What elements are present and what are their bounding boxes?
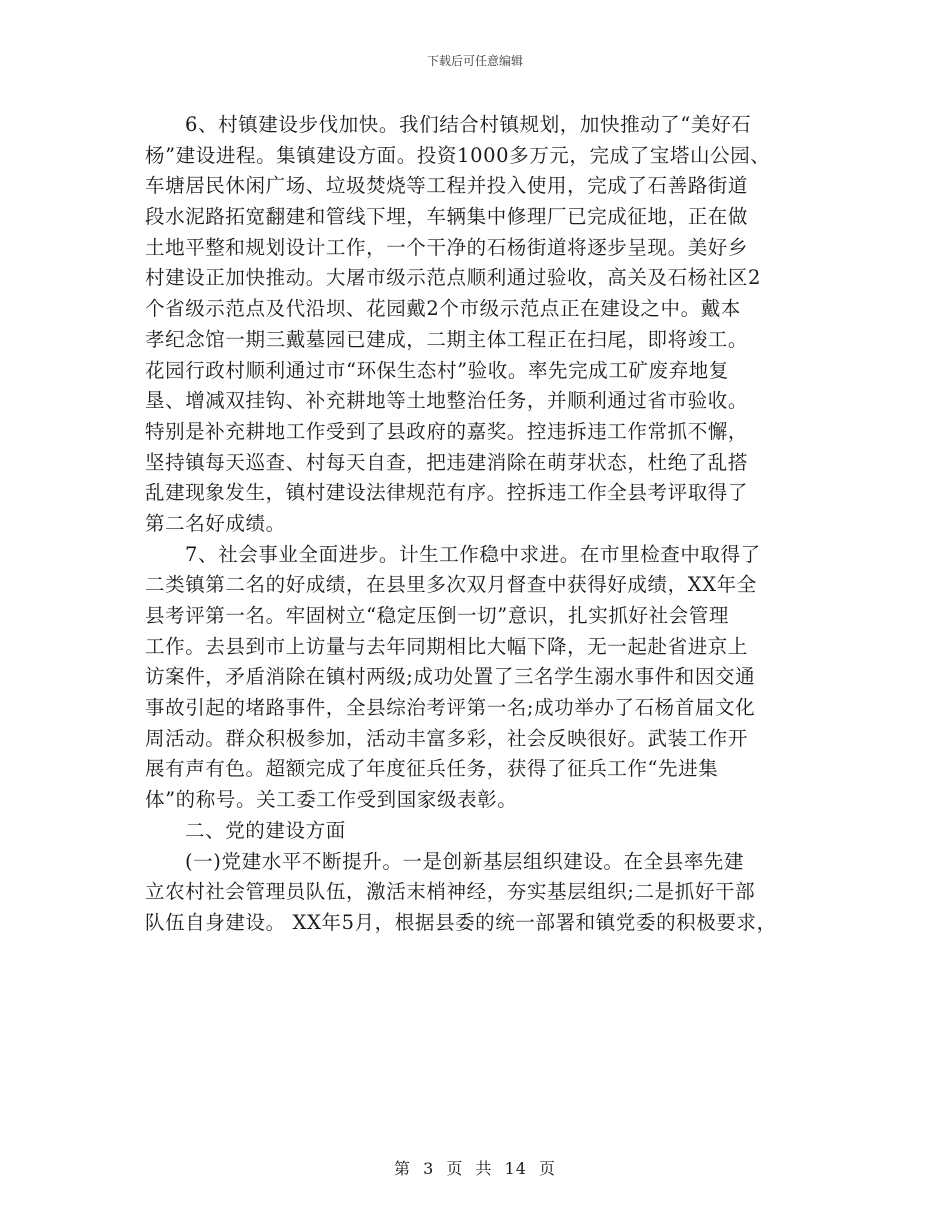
text-line: 杨”建设进程。集镇建设方面。投资1000多万元，完成了宝塔山公园、	[145, 143, 771, 167]
footer-total-label: 共	[475, 1159, 493, 1178]
page-header: 下载后可任意编辑	[426, 54, 523, 68]
text-line: 周活动。群众积极参加，活动丰富多彩，社会反映很好。武装工作开	[145, 726, 749, 750]
page-footer	[0, 1156, 950, 1179]
text-line: 段水泥路拓宽翻建和管线下埋，车辆集中修理厂已完成征地，正在做	[145, 205, 749, 229]
text-line: 体”的称号。关工委工作受到国家级表彰。	[145, 788, 518, 812]
text-line: 事故引起的堵路事件，全县综治考评第一名;成功举办了石杨首届文化	[145, 696, 756, 720]
text-line: 县考评第一名。牢固树立“稳定压倒一切”意识，扎实抓好社会管理	[145, 604, 729, 627]
text-line: 展有声有色。超额完成了年度征兵任务，获得了征兵工作“先进集	[145, 757, 719, 781]
document-body	[145, 110, 825, 939]
footer-suffix: 页	[539, 1159, 557, 1178]
text-line: 乱建现象发生，镇村建设法律规范有序。控拆违工作全县考评取得了	[145, 481, 749, 505]
text-line: 花园行政村顺利通过市“环保生态村”验收。率先完成工矿废弃地复	[145, 358, 729, 382]
text-line: 村建设正加快推动。大屠市级示范点顺利通过验收，高关及石杨社区2	[145, 266, 762, 290]
footer-page-label: 页	[446, 1159, 464, 1178]
footer-prefix: 第	[393, 1159, 411, 1178]
text-line: (一)党建水平不断提升。一是创新基层组织建设。在全县率先建	[185, 849, 745, 873]
footer-page-number: 3	[423, 1159, 435, 1178]
text-line: 垦、增减双挂钩、补充耕地等土地整治任务，并顺利通过省市验收。	[145, 389, 749, 413]
text-line: 车塘居民休闲广场、垃圾焚烧等工程并投入使用，完成了石善路街道	[145, 174, 749, 198]
text-line: 孝纪念馆一期三戴墓园已建成，二期主体工程正在扫尾，即将竣工。	[145, 327, 749, 351]
text-line: 队伍自身建设。 XX年5月，根据县委的统一部署和镇党委的积极要求，	[145, 910, 777, 934]
text-line: 特别是补充耕地工作受到了县政府的嘉奖。控违拆违工作常抓不懈，	[145, 419, 749, 443]
text-line: 访案件，矛盾消除在镇村两级;成功处置了三名学生溺水事件和因交通	[145, 665, 756, 689]
text-line: 个省级示范点及代沿坝、花园戴2个市级示范点正在建设之中。戴本	[145, 297, 741, 321]
text-line: 工作。去县到市上访量与去年同期相比大幅下降，无一起赴省进京上	[145, 634, 749, 658]
text-line: 第二名好成绩。	[145, 511, 286, 535]
text-line: 坚持镇每天巡查、村每天自查，把违建消除在萌芽状态，杜绝了乱搭	[145, 450, 749, 474]
text-line: 6、村镇建设步伐加快。我们结合村镇规划，加快推动了“美好石	[185, 113, 752, 136]
text-line: 土地平整和规划设计工作，一个干净的石杨街道将逐步呈现。美好乡	[145, 235, 749, 259]
text-line: 立农村社会管理员队伍，激活末梢神经，夯实基层组织;二是抓好干部	[145, 880, 756, 904]
footer-total-pages: 14	[504, 1159, 527, 1178]
text-line: 7、社会事业全面进步。计生工作稳中求进。在市里检查中取得了	[185, 542, 761, 566]
text-line: 二类镇第二名的好成绩，在县里多次双月督查中获得好成绩，XX年全	[145, 573, 757, 597]
text-line: 二、党的建设方面	[185, 818, 346, 842]
